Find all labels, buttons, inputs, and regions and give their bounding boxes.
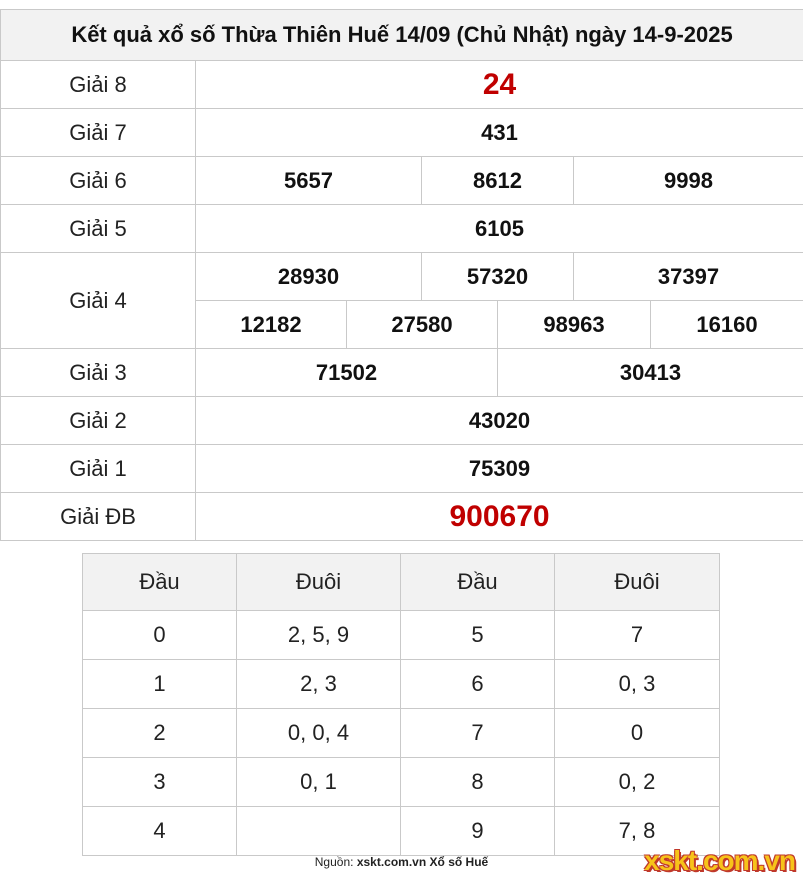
loto-cell: 0, 0, 4 <box>237 709 401 758</box>
prize-4-value: 98963 <box>498 301 651 349</box>
special-prize-value: 900670 <box>196 493 803 541</box>
prize-4-value: 16160 <box>651 301 803 349</box>
prize-row-6 <box>1 157 803 205</box>
loto-cell: 7 <box>401 709 555 758</box>
prize-8-value: 24 <box>196 61 803 109</box>
source-prefix: Nguồn: <box>314 855 354 869</box>
loto-cell: 0 <box>83 611 237 660</box>
prize-label: Giải 8 <box>1 61 196 109</box>
prize-3-value: 30413 <box>498 349 803 397</box>
prize-4-value: 28930 <box>196 253 422 301</box>
results-table <box>0 9 803 541</box>
prize-row-5 <box>1 205 803 253</box>
prize-row-3 <box>1 349 803 397</box>
site-logo: xskt.com.vn <box>644 845 795 876</box>
prize-4-value: 57320 <box>422 253 574 301</box>
prize-6-value: 8612 <box>422 157 574 205</box>
loto-table <box>82 553 720 856</box>
loto-header: Đuôi <box>555 554 720 611</box>
loto-cell: 0, 3 <box>555 660 720 709</box>
prize-row-8 <box>1 61 803 109</box>
loto-cell: 0, 2 <box>555 758 720 807</box>
prize-row-4a <box>1 253 803 301</box>
loto-header-row <box>83 554 720 611</box>
loto-cell: 2, 5, 9 <box>237 611 401 660</box>
loto-cell: 7 <box>555 611 720 660</box>
loto-cell: 4 <box>83 807 237 856</box>
table-row <box>83 611 720 660</box>
table-row <box>83 709 720 758</box>
prize-label: Giải 4 <box>1 253 196 349</box>
prize-label: Giải 2 <box>1 397 196 445</box>
prize-label: Giải 5 <box>1 205 196 253</box>
prize-6-value: 9998 <box>574 157 803 205</box>
prize-4-value: 37397 <box>574 253 803 301</box>
loto-cell: 3 <box>83 758 237 807</box>
loto-header: Đầu <box>83 554 237 611</box>
loto-header: Đầu <box>401 554 555 611</box>
prize-4-value: 12182 <box>196 301 347 349</box>
loto-cell: 7, 8 <box>555 807 720 856</box>
prize-5-value: 6105 <box>196 205 803 253</box>
prize-6-value: 5657 <box>196 157 422 205</box>
loto-cell: 8 <box>401 758 555 807</box>
table-row <box>83 758 720 807</box>
prize-label: Giải 1 <box>1 445 196 493</box>
loto-cell: 0, 1 <box>237 758 401 807</box>
table-row <box>83 807 720 856</box>
prize-row-2 <box>1 397 803 445</box>
loto-header: Đuôi <box>237 554 401 611</box>
loto-cell: 2, 3 <box>237 660 401 709</box>
table-row <box>83 660 720 709</box>
loto-cell: 9 <box>401 807 555 856</box>
loto-cell: 5 <box>401 611 555 660</box>
prize-7-value: 431 <box>196 109 803 157</box>
prize-label: Giải ĐB <box>1 493 196 541</box>
page-title: Kết quả xổ số Thừa Thiên Huế 14/09 (Chủ Nhật) ngày 14-9-2025 <box>1 10 803 61</box>
source-site: xskt.com.vn <box>356 855 427 869</box>
loto-cell: 0 <box>555 709 720 758</box>
prize-2-value: 43020 <box>196 397 803 445</box>
prize-3-value: 71502 <box>196 349 498 397</box>
loto-cell <box>237 807 401 856</box>
source-name: Xổ số Huế <box>429 855 489 869</box>
loto-cell: 1 <box>83 660 237 709</box>
prize-row-db <box>1 493 803 541</box>
prize-row-7 <box>1 109 803 157</box>
prize-label: Giải 6 <box>1 157 196 205</box>
loto-cell: 6 <box>401 660 555 709</box>
prize-label: Giải 3 <box>1 349 196 397</box>
prize-4-value: 27580 <box>347 301 498 349</box>
loto-cell: 2 <box>83 709 237 758</box>
prize-label: Giải 7 <box>1 109 196 157</box>
prize-1-value: 75309 <box>196 445 803 493</box>
prize-row-1 <box>1 445 803 493</box>
